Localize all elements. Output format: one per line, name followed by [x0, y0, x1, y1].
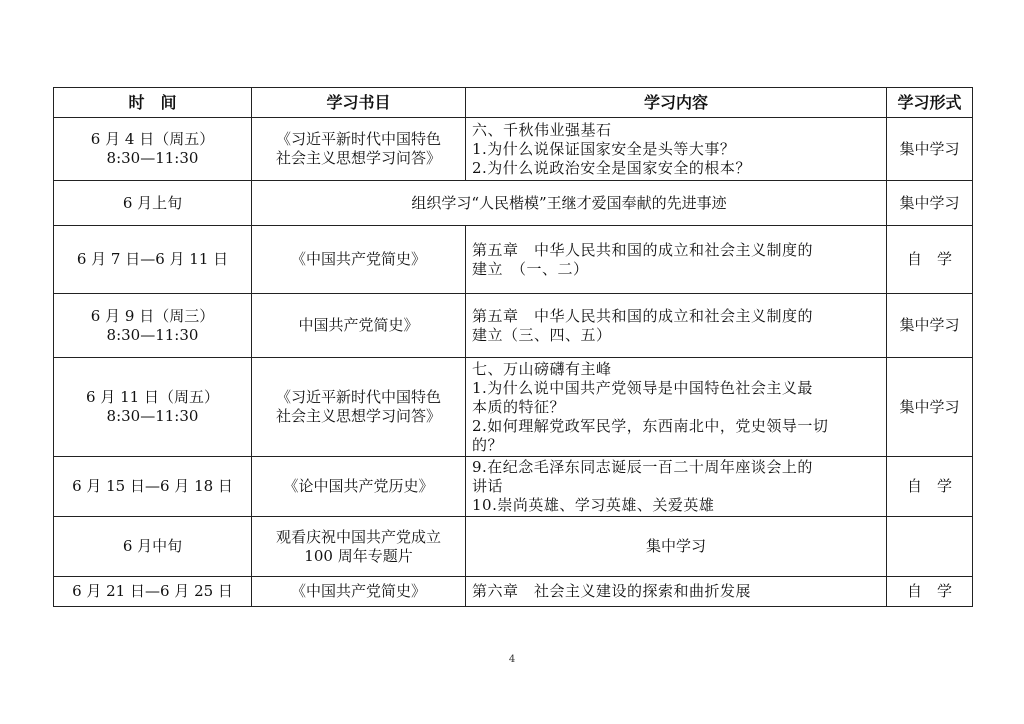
book-cell	[252, 294, 466, 358]
content-cell	[466, 577, 887, 607]
form-cell: 集中学习	[887, 358, 973, 457]
content-cell	[466, 118, 887, 181]
form-cell: 集中学习	[887, 294, 973, 358]
content-line: 第六章 社会主义建设的探索和曲折发展	[472, 582, 752, 600]
page-number: 4	[508, 654, 516, 665]
time-line: 8:30—11:30	[106, 407, 199, 425]
book-cell	[252, 457, 466, 517]
content-line: 第五章 中华人民共和国的成立和社会主义制度的	[472, 306, 814, 325]
form-cell	[887, 517, 973, 577]
book-line: 社会主义思想学习问答》	[275, 407, 441, 425]
book-cell	[252, 118, 466, 181]
content-line: 1.为什么说保证国家安全是头等大事？	[472, 139, 736, 158]
study-schedule-table	[53, 87, 973, 607]
time-cell	[54, 358, 252, 457]
book-cell	[252, 577, 466, 607]
time-line: 8:30—11:30	[106, 325, 199, 344]
content-line: 的？	[472, 435, 504, 454]
content-line: 本质的特征？	[472, 397, 566, 416]
header-content: 学习内容	[466, 88, 887, 118]
content-line: 1.为什么说中国共产党领导是中国特色社会主义最	[472, 378, 813, 397]
table-row	[54, 517, 973, 577]
table-row	[54, 181, 973, 226]
time-cell	[54, 577, 252, 607]
content-line: 讲话	[472, 477, 504, 495]
content-line: 2.为什么说政治安全是国家安全的根本？	[472, 158, 751, 177]
time-cell	[54, 118, 252, 181]
header-book: 学习书目	[252, 88, 466, 118]
book-cell	[252, 226, 466, 294]
form-cell: 自 学	[887, 577, 973, 607]
header-form: 学习形式	[887, 88, 973, 118]
time-line: 6 月 21 日—6 月 25 日	[72, 582, 233, 600]
content-cell	[466, 226, 887, 294]
form-cell: 自 学	[887, 226, 973, 294]
form-cell: 集中学习	[887, 118, 973, 181]
time-line: 8:30—11:30	[106, 149, 199, 167]
merged-activity-cell: 组织学习“人民楷模”王继才爱国奉献的先进事迹	[252, 181, 887, 226]
content-line: 建立 （一、二）	[472, 259, 589, 278]
time-line: 6 月 15 日—6 月 18 日	[72, 477, 233, 495]
header-time: 时 间	[54, 88, 252, 118]
book-line: 中国共产党简史》	[298, 316, 419, 334]
book-line: 《论中国共产党历史》	[283, 477, 434, 495]
form-cell: 集中学习	[887, 181, 973, 226]
content-cell	[466, 358, 887, 457]
book-cell	[252, 517, 466, 577]
book-line: 《中国共产党简史》	[290, 250, 426, 268]
time-line: 6 月上旬	[122, 193, 183, 212]
table-row	[54, 118, 973, 181]
time-line: 6 月 9 日（周三）	[90, 306, 215, 325]
time-line: 6 月中旬	[122, 537, 183, 555]
book-line: 100 周年专题片	[304, 546, 413, 565]
table-row	[54, 358, 973, 457]
book-line: 观看庆祝中国共产党成立	[275, 527, 441, 546]
table-row	[54, 226, 973, 294]
time-cell	[54, 457, 252, 517]
time-cell	[54, 181, 252, 226]
book-cell	[252, 358, 466, 457]
table-row	[54, 294, 973, 358]
table-row	[54, 577, 973, 607]
time-line: 6 月 11 日（周五）	[86, 388, 219, 406]
content-line: 9.在纪念毛泽东同志诞辰一百二十周年座谈会上的	[472, 458, 813, 476]
book-line: 《习近平新时代中国特色	[275, 388, 441, 406]
content-cell	[466, 294, 887, 358]
content-line: 六、千秋伟业强基石	[472, 120, 612, 139]
time-cell	[54, 226, 252, 294]
content-line: 10.崇尚英雄、学习英雄、关爱英雄	[472, 496, 715, 514]
content-line: 第五章 中华人民共和国的成立和社会主义制度的	[472, 240, 814, 259]
time-line: 6 月 4 日（周五）	[90, 130, 215, 148]
form-cell: 自 学	[887, 457, 973, 517]
book-line: 社会主义思想学习问答》	[275, 149, 441, 167]
time-line: 6 月 7 日—6 月 11 日	[76, 250, 229, 268]
content-cell: 集中学习	[466, 517, 887, 577]
content-line: 建立（三、四、五）	[472, 325, 612, 344]
content-line: 七、万山磅礴有主峰	[472, 359, 612, 378]
table-row	[54, 457, 973, 517]
book-line: 《习近平新时代中国特色	[275, 130, 441, 148]
time-cell	[54, 517, 252, 577]
table-header-row	[54, 88, 973, 118]
content-cell	[466, 457, 887, 517]
book-line: 《中国共产党简史》	[290, 582, 426, 600]
time-cell	[54, 294, 252, 358]
content-line: 2.如何理解党政军民学，东西南北中，党史领导一切	[472, 416, 829, 435]
